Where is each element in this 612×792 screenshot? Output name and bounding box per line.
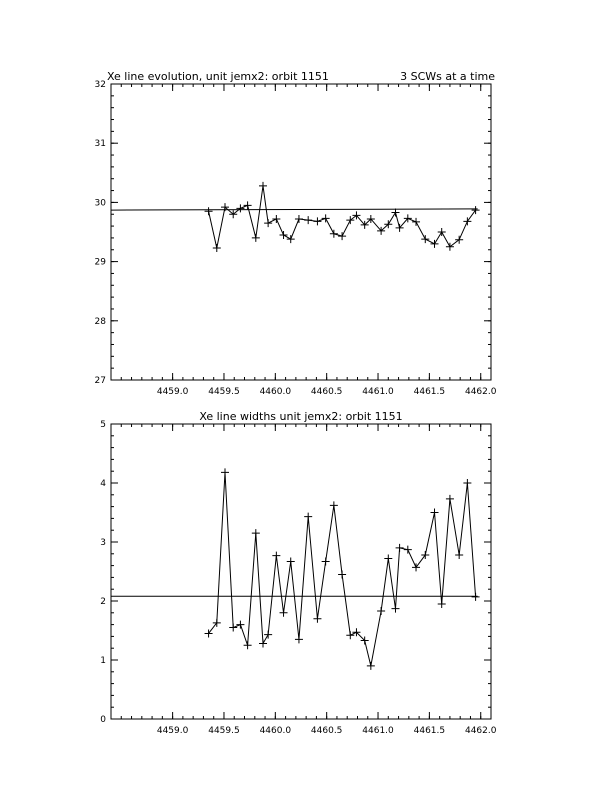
- data-point-marker: [404, 546, 412, 554]
- data-point-marker: [338, 232, 346, 240]
- data-point-marker: [221, 468, 229, 476]
- data-point-marker: [295, 635, 303, 643]
- y-tick-label: 31: [94, 139, 106, 150]
- data-point-marker: [338, 570, 346, 578]
- y-tick-label: 29: [94, 257, 106, 268]
- axes: [100, 420, 496, 736]
- y-tick-label: 32: [94, 80, 106, 90]
- y-tick-label: 0: [100, 715, 106, 725]
- data-point-marker: [431, 509, 439, 517]
- data-point-marker: [236, 621, 244, 629]
- data-point-marker: [304, 513, 312, 521]
- x-tick-label: 4462.0: [464, 387, 497, 397]
- data-point-marker: [287, 557, 295, 565]
- data-point-marker: [330, 501, 338, 509]
- x-tick-label: 4459.0: [156, 726, 189, 736]
- series-line: [209, 472, 476, 666]
- axes: [95, 80, 497, 397]
- x-tick-label: 4461.5: [413, 387, 446, 397]
- y-tick-label: 2: [100, 597, 106, 607]
- chart-subtitle: 3 SCWs at a time: [400, 70, 495, 83]
- data-point-marker: [229, 624, 237, 632]
- y-tick-label: 3: [100, 538, 106, 548]
- x-tick-label: 4459.5: [208, 726, 240, 736]
- data-point-marker: [391, 605, 399, 613]
- data-point-marker: [280, 231, 288, 239]
- data-point-marker: [396, 544, 404, 552]
- x-tick-label: 4461.0: [362, 387, 394, 397]
- y-tick-label: 1: [100, 656, 106, 666]
- data-point-marker: [264, 631, 272, 639]
- data-point-marker: [463, 479, 471, 487]
- x-tick-label: 4461.0: [362, 726, 394, 736]
- chart-title: Xe line widths unit jemx2: orbit 1151: [199, 410, 403, 423]
- data-point-marker: [330, 230, 338, 238]
- data-point-marker: [287, 235, 295, 243]
- data-point-marker: [252, 529, 260, 537]
- y-tick-label: 27: [94, 376, 106, 386]
- data-point-marker: [304, 216, 312, 224]
- data-point-marker: [313, 615, 321, 623]
- plot-frame: [111, 424, 491, 719]
- data-series: [205, 468, 480, 670]
- x-tick-label: 4460.0: [259, 726, 292, 736]
- data-point-marker: [272, 552, 280, 560]
- data-series: [205, 182, 480, 252]
- y-tick-label: 4: [100, 479, 106, 489]
- x-tick-label: 4460.0: [259, 387, 292, 397]
- data-point-marker: [264, 219, 272, 227]
- data-point-marker: [259, 182, 267, 190]
- data-point-marker: [431, 240, 439, 248]
- data-point-marker: [472, 206, 480, 214]
- data-point-marker: [412, 563, 420, 571]
- data-point-marker: [438, 228, 446, 236]
- data-point-marker: [322, 214, 330, 222]
- data-point-marker: [421, 235, 429, 243]
- data-point-marker: [446, 243, 454, 251]
- plot-frame: [111, 84, 491, 380]
- data-point-marker: [377, 607, 385, 615]
- reference-line-group: [111, 209, 478, 210]
- x-tick-label: 4460.5: [310, 387, 343, 397]
- data-point-marker: [346, 216, 354, 224]
- data-point-marker: [244, 201, 252, 209]
- y-tick-label: 5: [100, 420, 106, 430]
- data-point-marker: [322, 557, 330, 565]
- reference-line: [111, 209, 478, 210]
- data-point-marker: [455, 551, 463, 559]
- data-point-marker: [421, 551, 429, 559]
- data-point-marker: [472, 593, 480, 601]
- y-tick-label: 28: [94, 316, 106, 327]
- data-point-marker: [446, 495, 454, 503]
- data-point-marker: [213, 244, 221, 252]
- data-point-marker: [313, 217, 321, 225]
- data-point-marker: [455, 236, 463, 244]
- data-point-marker: [384, 555, 392, 563]
- chart-xe-line-widths: [100, 410, 496, 736]
- data-point-marker: [280, 609, 288, 617]
- chart-xe-line-evolution: [95, 70, 497, 397]
- x-tick-label: 4459.5: [208, 387, 240, 397]
- data-point-marker: [244, 641, 252, 649]
- data-point-marker: [412, 218, 420, 226]
- data-point-marker: [259, 639, 267, 647]
- x-tick-label: 4461.5: [413, 726, 446, 736]
- data-point-marker: [367, 662, 375, 670]
- y-tick-label: 30: [94, 198, 106, 209]
- data-point-marker: [272, 215, 280, 223]
- x-tick-label: 4460.5: [310, 726, 343, 736]
- x-tick-label: 4462.0: [464, 726, 497, 736]
- x-tick-label: 4459.0: [156, 387, 189, 397]
- data-point-marker: [438, 600, 446, 608]
- data-point-marker: [295, 215, 303, 223]
- chart-title: Xe line evolution, unit jemx2: orbit 1151: [107, 70, 329, 83]
- data-point-marker: [205, 629, 213, 637]
- data-point-marker: [463, 217, 471, 225]
- data-point-marker: [252, 234, 260, 242]
- data-point-marker: [205, 207, 213, 215]
